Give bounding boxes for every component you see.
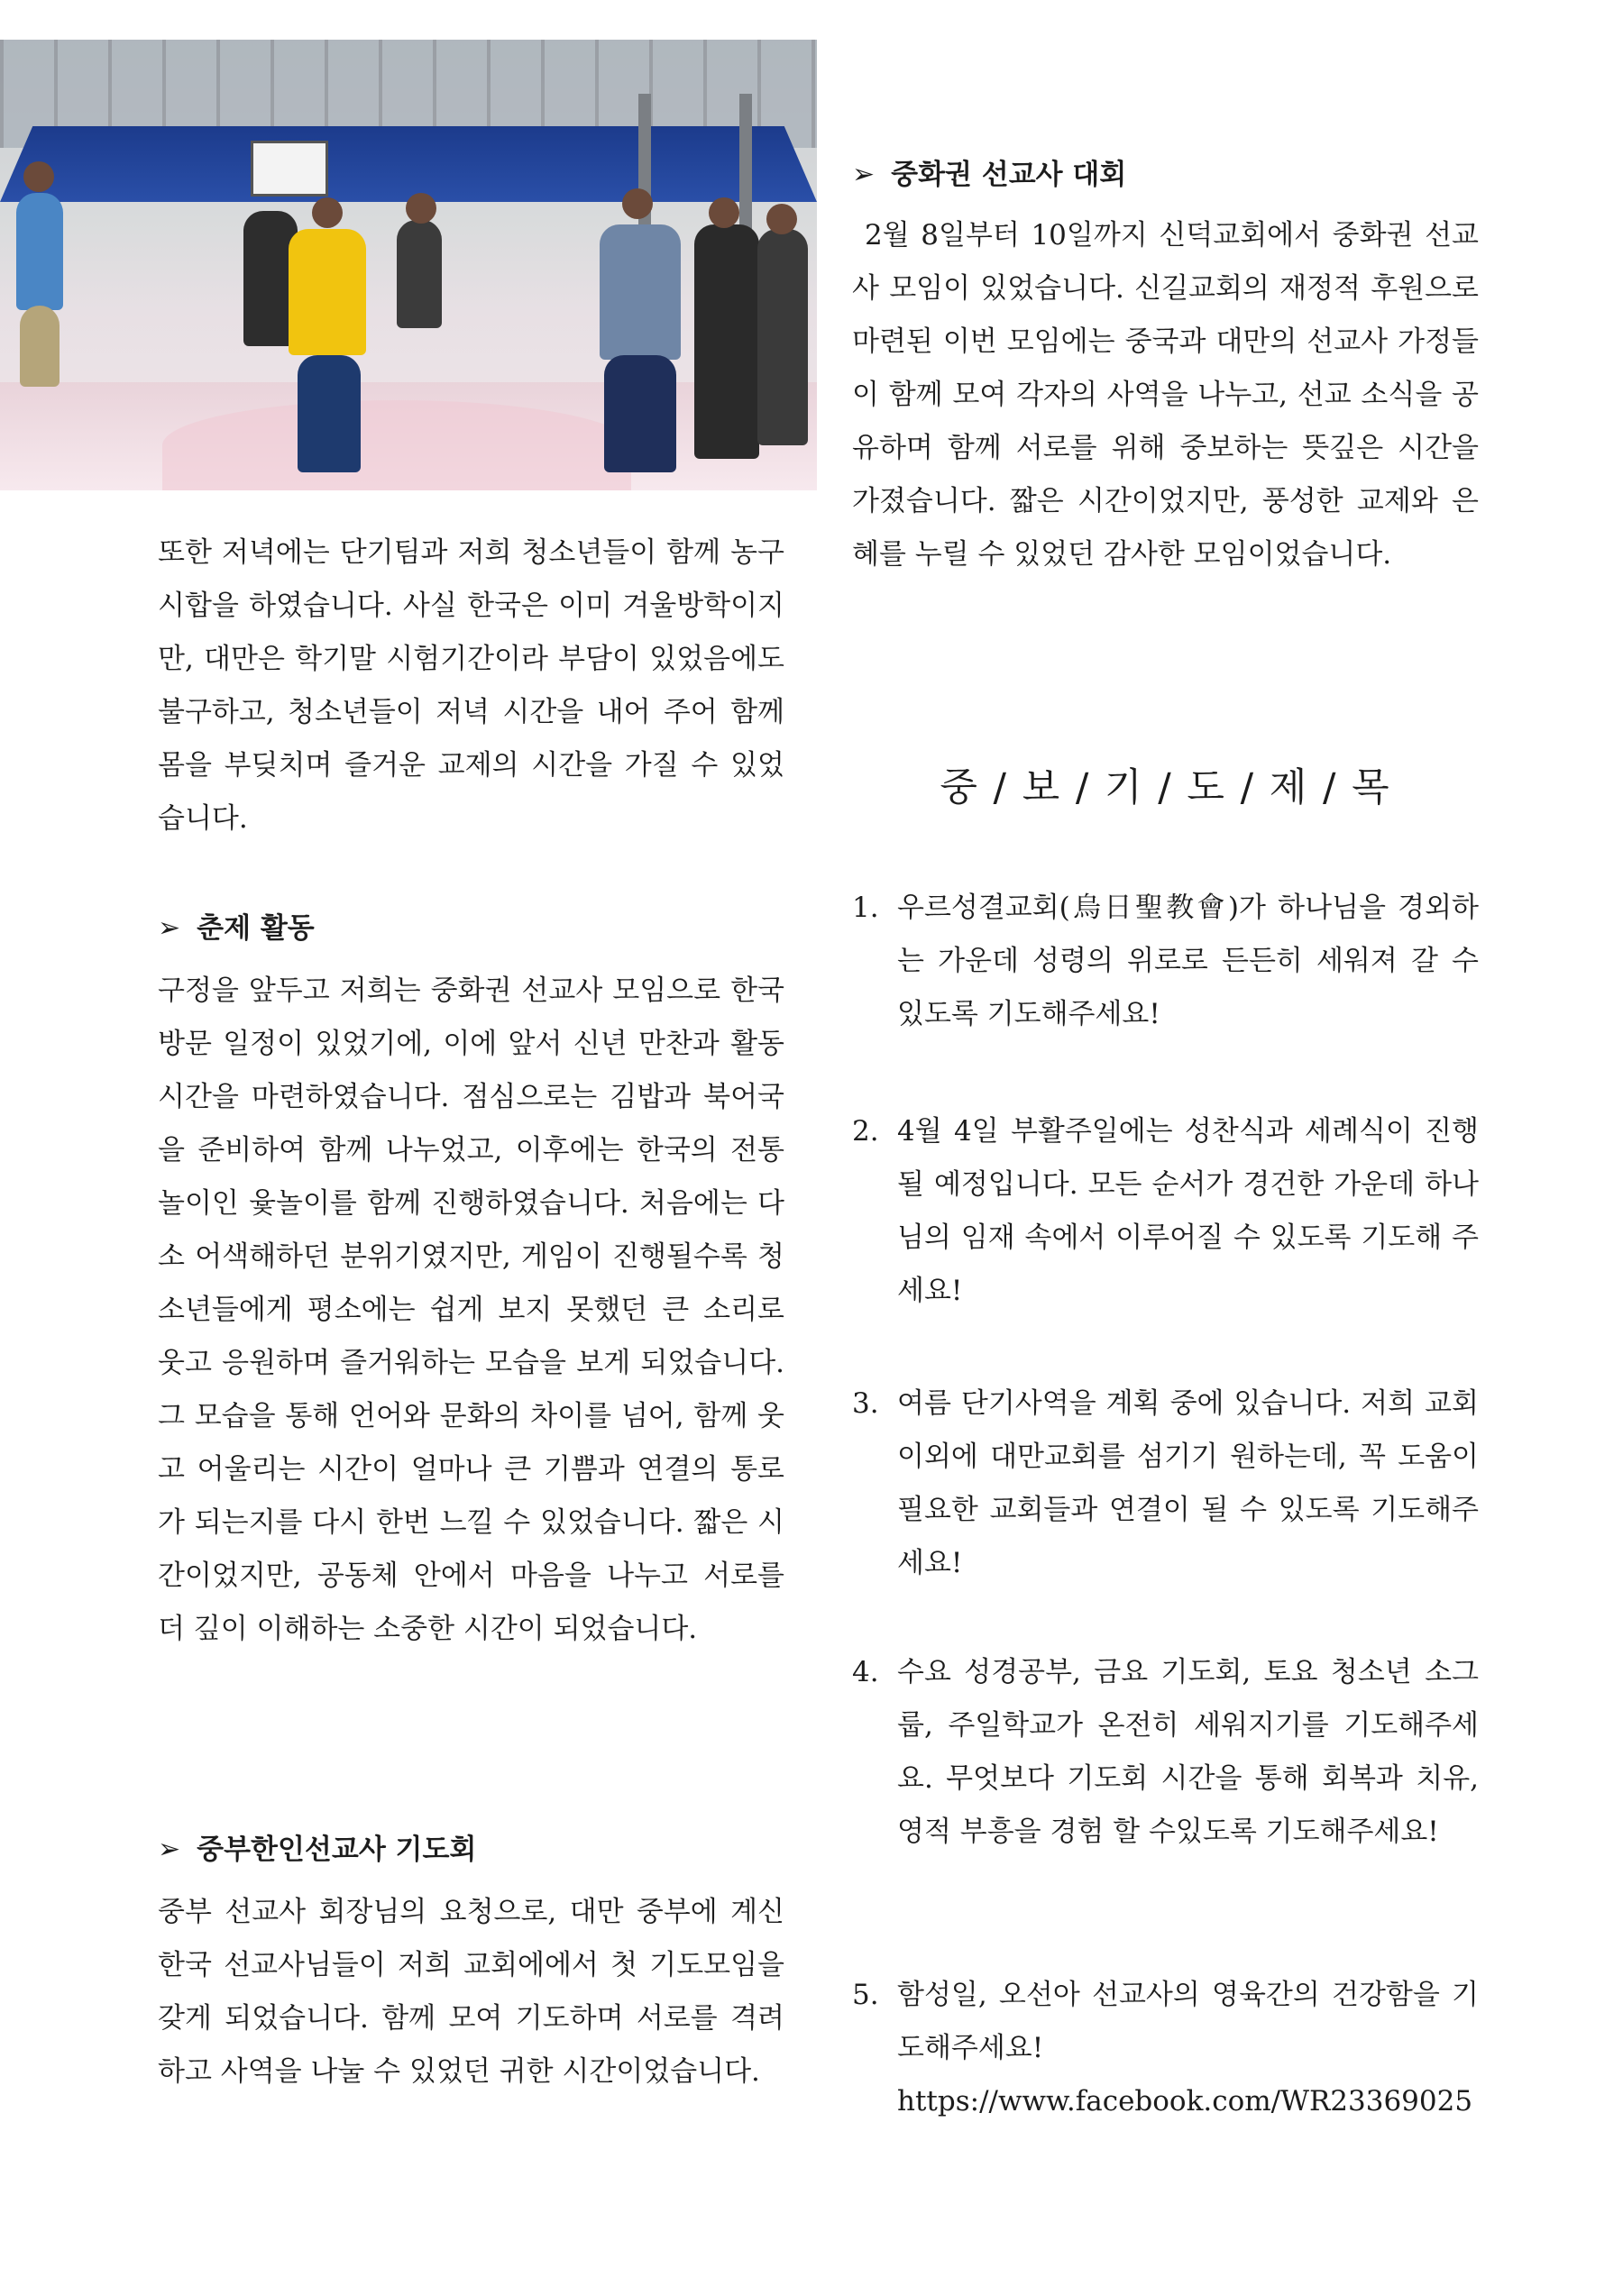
left-intro [158, 526, 784, 846]
item-text: 우르성결교회(烏日聖教會)가 하나님을 경외하는 가운데 성령의 위로로 든든히 세워져 갈 수 있도록 기도해주세요! [897, 892, 1479, 1030]
section-body: 구정을 앞두고 저희는 중화권 선교사 모임으로 한국 방문 일정이 있었기에, 이에 앞서 신년 만찬과 활동 시간을 마련하였습니다. 점심으로는 김밥과 북어국을 준비하여 함께 나누었고, 이후에는 한국의 전통놀이인 윷놀이를 함께 진행하였습니다. 처음에는 다소 어색해하던 분위기였지만, 게임이 진행될수록 청소년들에게 평소에는 쉽게 보지 못했던 큰 소리로 웃고 응원하며 즐거워하는 모습을 보게 되었습니다. 그 모습을 통해 언어와 문화의 차이를 넘어, 함께 웃고 어울리는 시간이 얼마나 큰 기쁨과 연결의 통로가 되는지를 다시 한번 느낄 수 있었습니다. 짧은 시간이었지만, 공동체 안에서 마음을 나누고 서로를 더 깊이 이해하는 소중한 시간이 되었습니다. [158, 974, 784, 1645]
item-text-body: 함성일, 오선아 선교사의 영육간의 건강함을 기도해주세요! [897, 1979, 1479, 2064]
player [757, 229, 808, 445]
section-body: 중부 선교사 회장님의 요청으로, 대만 중부에 계신 한국 선교사님들이 저희 교회에에서 첫 기도모임을 갖게 되었습니다. 함께 모여 기도하며 서로를 격려하고 사역을 나눌 수 있었던 귀한 시간이었습니다. [158, 1896, 784, 2088]
prayer-item [852, 1969, 1479, 2128]
prayer-item [852, 1646, 1479, 1859]
blue-roof [0, 126, 817, 202]
prayer-title: 중 / 보 / 기 / 도 / 제 / 목 [940, 765, 1391, 810]
player [289, 229, 366, 355]
facebook-link[interactable]: https://www.facebook.com/WR23369025 [897, 2085, 1473, 2118]
player [604, 355, 676, 472]
player [600, 224, 681, 360]
prayer-item [852, 1105, 1479, 1318]
item-text: 여름 단기사역을 계획 중에 있습니다. 저희 교회 이외에 대만교회를 섬기기 원하는데, 꼭 도움이 필요한 교회들과 연결이 될 수 있도록 기도해주세요! [897, 1387, 1479, 1579]
basketball-photo [0, 40, 817, 490]
player [406, 193, 436, 224]
item-number: 5. [852, 1979, 879, 2011]
arrow-bullet-icon: ➢ [158, 912, 181, 944]
item-number: 4. [852, 1656, 879, 1688]
court-key [162, 400, 631, 490]
section-heading [158, 1828, 784, 1871]
player [622, 188, 653, 219]
heading-text: 춘제 활동 [197, 912, 315, 945]
player [766, 204, 797, 234]
arrow-bullet-icon: ➢ [158, 1834, 181, 1865]
player [20, 306, 60, 387]
player [16, 193, 63, 310]
section-body: 2월 8일부터 10일까지 신덕교회에서 중화권 선교사 모임이 있었습니다. 신길교회의 재정적 후원으로 마련된 이번 모임에는 중국과 대만의 선교사 가정들이 함께 모여 각자의 사역을 나누고, 선교 소식을 공유하며 함께 서로를 위해 중보하는 뜻깊은 시간을 가졌습니다. 짧은 시간이었지만, 풍성한 교제와 은혜를 누릴 수 있었던 감사한 모임이었습니다. [852, 219, 1479, 571]
prayer-item [852, 1377, 1479, 1590]
player [298, 355, 361, 472]
player [23, 161, 54, 192]
section-prayer-meeting [158, 1828, 784, 2099]
arrow-bullet-icon: ➢ [852, 159, 876, 190]
item-number: 1. [852, 892, 879, 924]
basketball-hoop [251, 141, 328, 197]
item-number: 3. [852, 1387, 879, 1420]
heading-text: 중화권 선교사 대회 [891, 159, 1127, 191]
item-number: 2. [852, 1115, 879, 1148]
player [312, 197, 343, 228]
section-chinese-missionary [852, 153, 1479, 581]
item-text: 4월 4일 부활주일에는 성찬식과 세례식이 진행될 예정입니다. 모든 순서가 경건한 가운데 하나님의 임재 속에서 이루어질 수 있도록 기도해 주세요! [897, 1115, 1479, 1307]
heading-text: 중부한인선교사 기도회 [197, 1834, 477, 1866]
section-spring-festival [158, 907, 784, 1656]
intro-paragraph: 또한 저녁에는 단기팀과 저희 청소년들이 함께 농구시합을 하였습니다. 사실 한국은 이미 겨울방학이지만, 대만은 학기말 시험기간이라 부담이 있었음에도 불구하고, 청소년들이 저녁 시간을 내어 주어 함께 몸을 부딪치며 즐거운 교제의 시간을 가질 수 있었습니다. [158, 536, 784, 835]
prayer-item [852, 882, 1479, 1041]
item-text [897, 1969, 1479, 2128]
section-heading [158, 907, 784, 950]
section-heading [852, 153, 1479, 197]
player [709, 197, 739, 228]
item-text: 수요 성경공부, 금요 기도회, 토요 청소년 소그룹, 주일학교가 온전히 세워지기를 기도해주세요. 무엇보다 기도회 시간을 통해 회복과 치유, 영적 부흥을 경험 할 수있도록 기도해주세요! [897, 1656, 1479, 1848]
player [694, 224, 759, 459]
player [397, 220, 442, 328]
